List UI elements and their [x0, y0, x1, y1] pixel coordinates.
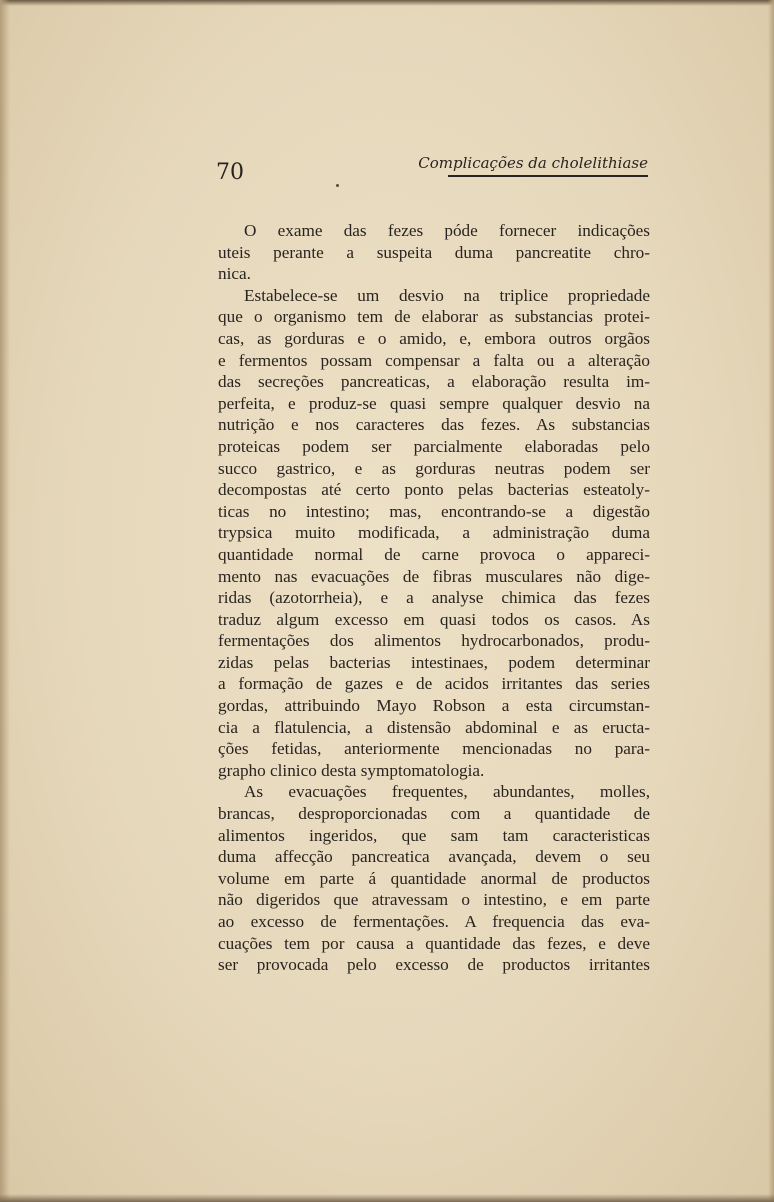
text-line: ticas no intestino; mas, encontrando-se a digestão — [218, 501, 650, 521]
text-line: quantidade normal de carne provoca o appareci- — [218, 544, 650, 564]
text-line: ridas (azotorrheia), e a analyse chimica das fezes — [218, 588, 650, 608]
body-text — [218, 220, 650, 976]
text-line: cas, as gorduras e o amido, e, embora outros orgãos — [218, 328, 650, 348]
text-line: grapho clinico desta symptomatologia. — [218, 760, 485, 780]
text-line: zidas pelas bacterias intestinaes, podem determinar — [218, 652, 650, 672]
text-line: fermentações dos alimentos hydrocarbonados, produ- — [218, 631, 650, 651]
text-line: nica. — [218, 264, 251, 284]
text-line: perfeita, e produz-se quasi sempre qualquer desvio na — [218, 393, 650, 413]
ink-speck — [336, 184, 339, 187]
text-line: alimentos ingeridos, que sam tam caracteristicas — [218, 825, 650, 845]
header-rule — [448, 175, 648, 177]
text-line: proteicas podem ser parcialmente elaboradas pelo — [218, 436, 650, 456]
text-line: mento nas evacuações de fibras musculares não dige- — [218, 566, 650, 586]
text-line: traduz algum excesso em quasi todos os casos. As — [218, 609, 650, 629]
text-line: succo gastrico, e as gorduras neutras podem ser — [218, 458, 650, 478]
page-edge-right — [768, 0, 774, 1202]
text-line: das secreções pancreaticas, a elaboração resulta im- — [218, 372, 650, 392]
text-line: nutrição e nos caracteres das fezes. As substancias — [218, 415, 650, 435]
text-line: ser provocada pelo excesso de productos irritantes — [218, 955, 650, 975]
text-line: brancas, desproporcionadas com a quantidade de — [218, 804, 650, 824]
page-edge-bottom — [0, 1194, 774, 1202]
text-line: não digeridos que atravessam o intestino, e em parte — [218, 890, 650, 910]
text-line: decompostas até certo ponto pelas bacterias esteatoly- — [218, 480, 650, 500]
text-line: trypsica muito modificada, a administração duma — [218, 523, 650, 543]
text-line: Estabelece-se um desvio na triplice propriedade — [244, 285, 650, 305]
text-line: gordas, attribuindo Mayo Robson a esta circumstan- — [218, 696, 650, 716]
page-edge-left — [0, 0, 10, 1202]
text-line: cia a flatulencia, a distensão abdominal e as eructa- — [218, 717, 650, 737]
page-header — [216, 150, 648, 190]
text-line: O exame das fezes póde fornecer indicações — [244, 221, 650, 240]
text-line: ao excesso de fermentações. A frequencia das eva- — [218, 912, 650, 931]
text-line: As evacuações frequentes, abundantes, molles, — [244, 782, 650, 802]
running-title: Complicações da cholelithiase — [418, 154, 648, 172]
text-line: uteis perante a suspeita duma pancreatite chro- — [218, 242, 650, 262]
text-line: duma affecção pancreatica avançada, devem o seu — [218, 847, 650, 867]
text-line: volume em parte á quantidade anormal de productos — [218, 868, 650, 888]
page-edge-top — [0, 0, 774, 6]
page-number: 70 — [216, 160, 244, 185]
text-line: ções fetidas, anteriormente mencionadas no para- — [218, 739, 650, 759]
text-line: a formação de gazes e de acidos irritantes das series — [218, 674, 650, 694]
text-line: cuações tem por causa a quantidade das fezes, e deve — [218, 933, 650, 953]
text-line: que o organismo tem de elaborar as substancias protei- — [218, 307, 650, 327]
text-line: e fermentos possam compensar a falta ou a alteração — [218, 350, 650, 370]
